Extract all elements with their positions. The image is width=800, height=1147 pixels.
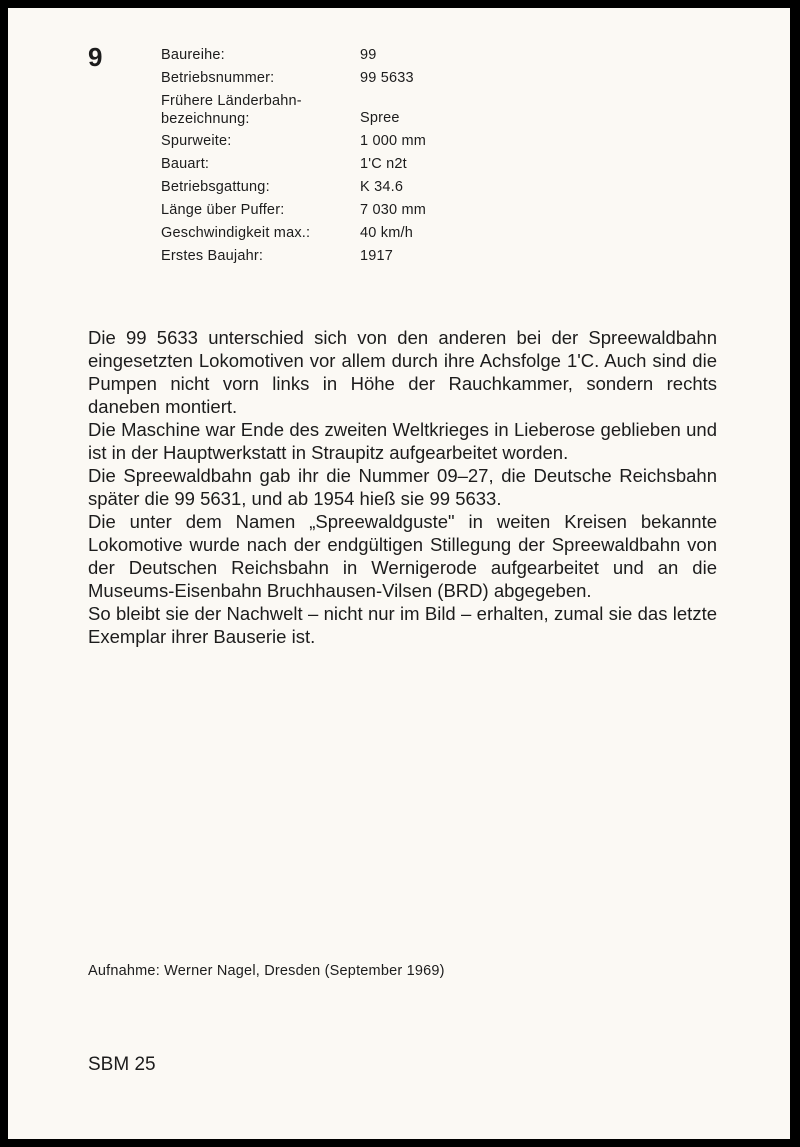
spec-label: Erstes Baujahr: [161, 248, 264, 264]
spec-label: Betriebsgattung: [161, 179, 270, 195]
series-code: SBM 25 [88, 1054, 156, 1075]
description-text [88, 326, 717, 648]
spec-table [161, 44, 480, 268]
spec-label: Betriebsnummer: [161, 70, 275, 86]
spec-row-bauart [161, 153, 480, 176]
spec-row-laenderbahnbezeichnung [161, 90, 480, 130]
spec-label: Länge über Puffer: [161, 202, 285, 218]
spec-value: 1 000 mm [360, 133, 427, 149]
spec-row-laenge [161, 199, 480, 222]
postcard-back [8, 8, 790, 1139]
spec-label: Baureihe: [161, 47, 225, 63]
spec-label: Bauart: [161, 156, 210, 172]
spec-value: Spree [360, 110, 400, 126]
card-number: 9 [88, 42, 103, 72]
spec-row-baureihe [161, 44, 480, 67]
spec-value: 1'C n2t [360, 156, 407, 172]
spec-label: Spurweite: [161, 133, 232, 149]
paragraph: Die Maschine war Ende des zweiten Weltkrieges in Lieberose geblieben und ist in der Hauptwerkstatt in Straupitz aufgearbeitet worden. [88, 419, 717, 463]
spec-row-spurweite [161, 130, 480, 153]
spec-label: Geschwindigkeit max.: [161, 225, 311, 241]
spec-row-betriebsnummer [161, 67, 480, 90]
spec-value: 99 5633 [360, 70, 414, 86]
paragraph: Die Spreewaldbahn gab ihr die Nummer 09–27, die Deutsche Reichsbahn später die 99 5631, und ab 1954 hieß sie 99 5633. [88, 465, 717, 509]
spec-label: Frühere Länderbahn- bezeichnung: [161, 93, 302, 127]
spec-row-baujahr [161, 245, 480, 268]
spec-value: 7 030 mm [360, 202, 427, 218]
spec-value: 40 km/h [360, 225, 413, 241]
paragraph: So bleibt sie der Nachwelt – nicht nur im Bild – erhalten, zumal sie das letzte Exemplar ihrer Bauserie ist. [88, 603, 717, 647]
spec-value: 99 [360, 47, 377, 63]
paragraph: Die 99 5633 unterschied sich von den anderen bei der Spreewaldbahn eingesetzten Lokomotiven vor allem durch ihre Achsfolge 1'C. Auch sind die Pumpen nicht vorn links in Höhe der Rauchkammer, sondern rechts daneben montiert. [88, 327, 717, 417]
spec-value: K 34.6 [360, 179, 404, 195]
spec-row-betriebsgattung [161, 176, 480, 199]
spec-value: 1917 [360, 248, 394, 264]
paragraph: Die unter dem Namen „Spreewaldguste" in weiten Kreisen bekannte Lokomotive wurde nach der endgültigen Stillegung der Spreewaldbahn von der Deutschen Reichsbahn in Wernigerode aufgearbeitet und an die Museums-Eisenbahn Bruchhausen-Vilsen (BRD) abgegeben. [88, 511, 717, 601]
photo-credit: Aufnahme: Werner Nagel, Dresden (September 1969) [88, 963, 445, 979]
spec-row-geschwindigkeit [161, 222, 480, 245]
